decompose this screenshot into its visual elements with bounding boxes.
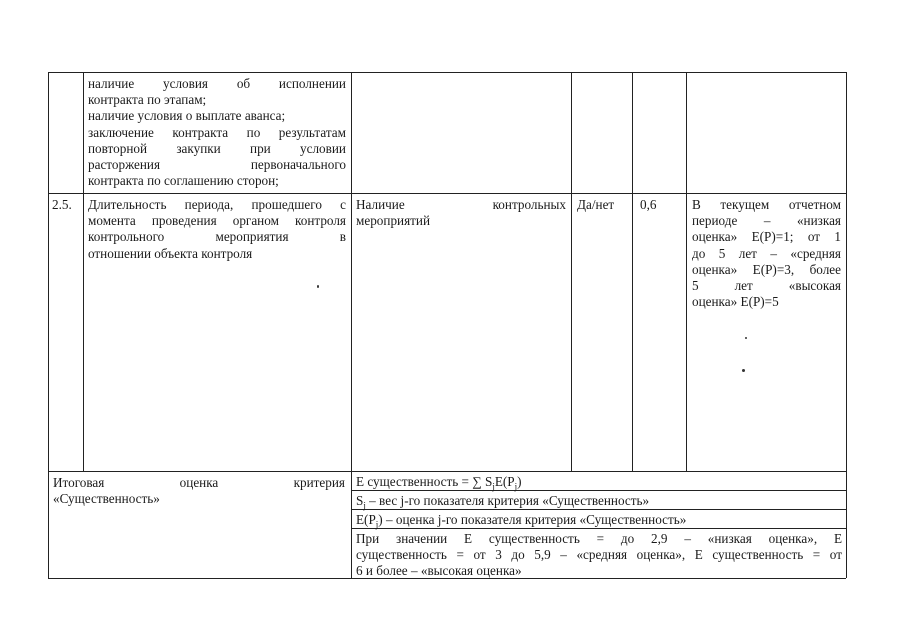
row-divider-2-5 xyxy=(48,193,846,194)
formula-text: E(P xyxy=(494,474,515,489)
text-line: Наличие контрольных xyxy=(356,197,566,212)
scan-speck xyxy=(745,337,747,339)
text-line: Длительность периода, прошедшего с xyxy=(88,197,346,212)
table-left-border xyxy=(48,72,49,578)
formula-text: ) xyxy=(517,474,522,489)
col-divider-weight xyxy=(686,72,687,471)
col-divider-value-type xyxy=(632,72,633,471)
text-line: отношении объекта контроля xyxy=(88,245,253,261)
text-line: Итоговая оценка критерия xyxy=(53,475,345,490)
scan-speck xyxy=(317,285,319,288)
text-line: наличие условия о выплате аванса; xyxy=(88,108,286,124)
definition-text: – вес j-го показателя критерия «Существенность» xyxy=(365,493,650,508)
indicator-text xyxy=(88,197,346,262)
text-line: контракта по этапам; xyxy=(88,92,207,108)
text-line: расторжения первоначального xyxy=(88,157,346,173)
formula-text: E существенность = ∑ S xyxy=(356,474,493,489)
row-number: 2.5. xyxy=(52,197,72,212)
text-line: 6 и более – «высокая оценка» xyxy=(356,563,522,579)
text-line: «Существенность» xyxy=(53,491,160,507)
value-type: Да/нет xyxy=(577,197,615,212)
text-line: повторной закупки при условии xyxy=(88,140,346,156)
formula-subscript: j xyxy=(492,481,495,492)
criterion-text xyxy=(356,197,566,229)
interpretation-text xyxy=(356,531,842,580)
summary-label xyxy=(53,475,345,507)
definition-text: ) – оценка j-го показателя критерия «Существенность» xyxy=(378,512,687,527)
text-line: 5 лет «высокая xyxy=(692,278,841,294)
table-top-border xyxy=(48,72,846,73)
summary-formula xyxy=(356,474,842,495)
weight-value: 0,6 xyxy=(640,197,657,212)
formula-subscript: j xyxy=(363,500,366,511)
text-line: В текущем отчетном xyxy=(692,197,841,212)
text-line: до 5 лет – «средняя xyxy=(692,245,841,261)
col-divider-number xyxy=(83,72,84,471)
formula-subscript: j xyxy=(375,519,379,530)
row-divider-summary xyxy=(48,471,846,472)
text-line: мероприятий xyxy=(356,213,431,229)
scale-description xyxy=(692,197,841,310)
text-line: периоде – «низкая xyxy=(692,213,841,229)
continuation-conditions xyxy=(88,76,346,189)
text-line: контракта по соглашению сторон; xyxy=(88,173,279,189)
score-definition xyxy=(356,512,842,533)
formula-subscript: j xyxy=(514,481,518,492)
table-right-border xyxy=(846,72,847,578)
text-line: оценка» E(P)=3, более xyxy=(692,261,841,277)
text-line: оценка» E(P)=1; от 1 xyxy=(692,229,841,245)
text-line: оценка» E(P)=5 xyxy=(692,294,779,310)
weight-definition xyxy=(356,493,842,514)
text-line: контрольного мероприятия в xyxy=(88,229,346,245)
text-line: существенность = от 3 до 5,9 – «средняя оценка», E существенность = от xyxy=(356,547,842,563)
text-line: наличие условия об исполнении xyxy=(88,76,346,91)
col-divider-indicator xyxy=(351,72,352,578)
text-line: заключение контракта по результатам xyxy=(88,124,346,140)
symbol: E(P xyxy=(356,512,376,527)
scan-speck xyxy=(742,369,745,372)
symbol: S xyxy=(356,493,364,508)
col-divider-criterion xyxy=(571,72,572,471)
text-line: При значении E существенность = до 2,9 – «низкая оценка», E xyxy=(356,531,842,546)
text-line: момента проведения органом контроля xyxy=(88,213,346,229)
